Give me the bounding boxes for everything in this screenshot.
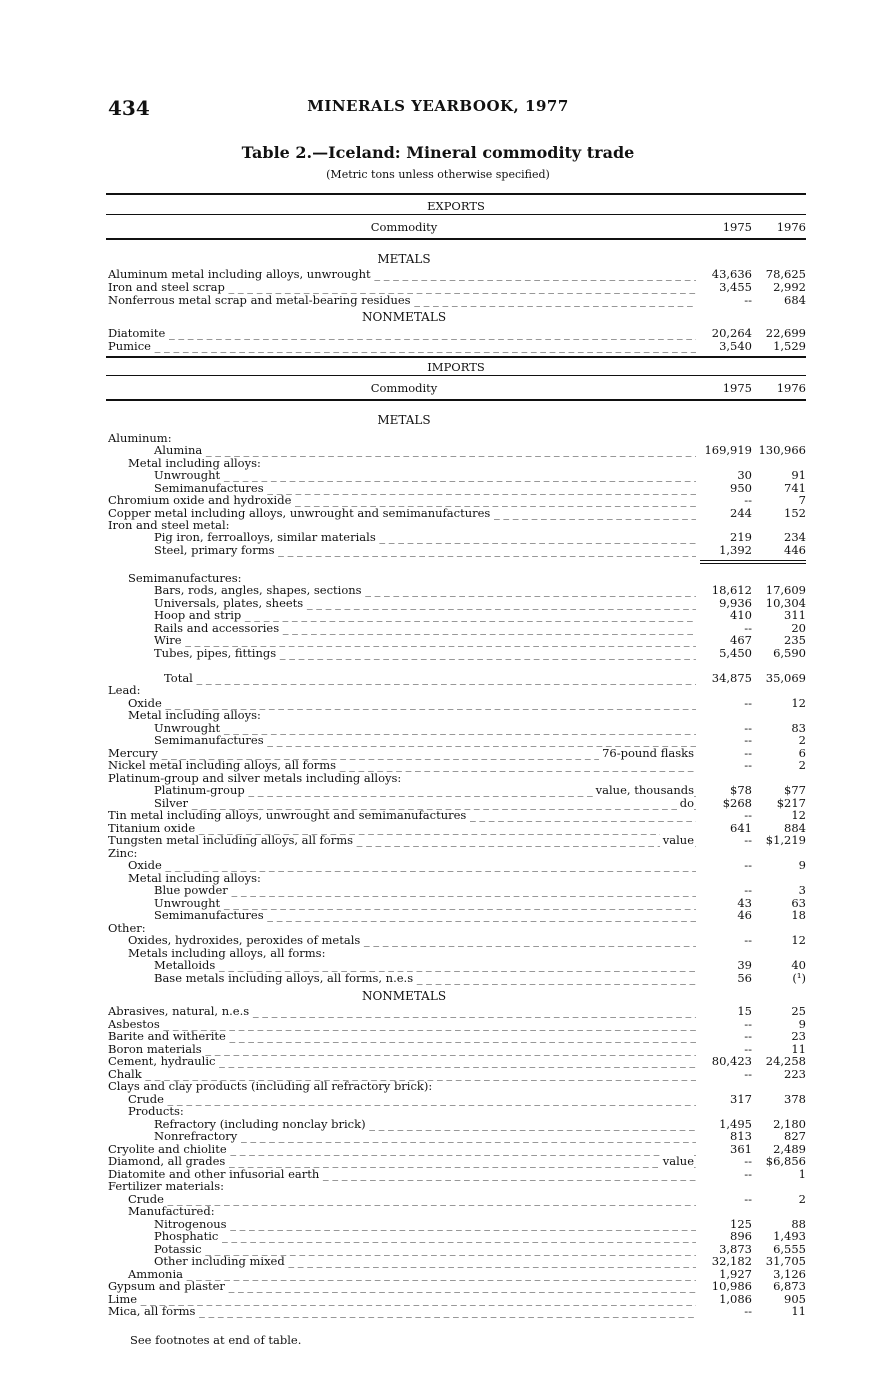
commodity-label: Boron materials _ _ _ (108, 1043, 696, 1056)
value-1975: 1,392 (719, 543, 752, 557)
value-1976: 78,625 (765, 267, 806, 281)
commodity-label: Abrasives, natural, n.e.s _ _ _ (108, 1005, 696, 1018)
total-rule (700, 563, 806, 564)
exports-column-header (106, 220, 806, 234)
value-1976: 2 (798, 733, 806, 747)
value-1976: 91 (791, 468, 806, 482)
value-1975: -- (744, 696, 752, 710)
exports-nonmetals-heading: NONMETALS (361, 310, 447, 324)
value-1976: $1,219 (765, 833, 806, 847)
commodity-label: Potassic _ _ _ (108, 1243, 696, 1256)
value-1976: 31,705 (765, 1254, 806, 1268)
value-1976: 378 (784, 1092, 806, 1106)
commodity-label: Aluminum: (108, 432, 172, 445)
table-row (108, 959, 806, 972)
value-1976: 12 (791, 696, 806, 710)
value-1975: 46 (737, 908, 752, 922)
value-1975: -- (744, 833, 752, 847)
commodity-label: Rails and accessories _ _ _ (108, 622, 696, 635)
commodity-label: Barite and witherite _ _ _ (108, 1030, 696, 1043)
table-row (108, 784, 806, 797)
col-1975: 1975 (722, 381, 752, 395)
value-1975: -- (744, 721, 752, 735)
value-1976: 10,304 (765, 596, 806, 610)
value-1976: 2,992 (773, 280, 806, 294)
commodity-label: Hoop and strip _ _ _ (108, 609, 696, 622)
table-title: Table 2.—Iceland: Mineral commodity trade (241, 143, 635, 162)
table-row (108, 1155, 806, 1168)
table-row (108, 1030, 806, 1043)
table-row (108, 494, 806, 507)
commodity-label: Lead: (108, 684, 141, 697)
commodity-label: Unwrought _ _ _ (108, 897, 696, 910)
commodity-label: Nonferrous metal scrap and metal-bearing residues _ _ _ (108, 294, 696, 307)
imports-column-header (106, 381, 806, 395)
table-row (108, 684, 806, 697)
value-1975: 169,919 (704, 443, 752, 457)
commodity-label: Manufactured: (128, 1205, 215, 1218)
value-1975: -- (744, 933, 752, 947)
col-1976: 1976 (776, 381, 806, 395)
table-row (108, 1005, 806, 1018)
value-1976: 1,529 (773, 339, 806, 353)
value-1975: 80,423 (711, 1054, 752, 1068)
table-row (108, 469, 806, 482)
commodity-label: Blue powder _ _ _ (108, 884, 696, 897)
commodity-label: Diamond, all grades _ _ _ (108, 1155, 696, 1168)
exports-heading: EXPORTS (427, 199, 485, 213)
value-1975: -- (744, 1192, 752, 1206)
unit-label: 76-pound flasks (599, 747, 694, 760)
running-title: MINERALS YEARBOOK, 1977 (307, 97, 569, 115)
table-row (108, 1205, 806, 1218)
value-1975: 467 (730, 633, 752, 647)
value-1975: -- (744, 1067, 752, 1081)
commodity-label: Semimanufactures _ _ _ (108, 734, 696, 747)
value-1975: -- (744, 1029, 752, 1043)
value-1975: 3,873 (719, 1242, 752, 1256)
commodity-label: Crude _ _ _ (108, 1093, 696, 1106)
value-1975: 125 (730, 1217, 752, 1231)
value-1975: 5,450 (719, 646, 752, 660)
commodity-label: Bars, rods, angles, shapes, sections _ _ _ (108, 584, 696, 597)
table-row (108, 1180, 806, 1193)
value-1975: 641 (730, 821, 752, 835)
col-commodity: Commodity (370, 220, 438, 234)
value-1975: -- (744, 858, 752, 872)
total-rule (700, 560, 806, 561)
table-row (108, 340, 806, 353)
commodity-label: Tubes, pipes, fittings _ _ _ (108, 647, 696, 660)
table-row (108, 1055, 806, 1068)
imports-metals-heading: METALS (377, 413, 431, 427)
commodity-label: Products: (128, 1105, 184, 1118)
value-1976: 35,069 (765, 671, 806, 685)
value-1976: 40 (791, 958, 806, 972)
value-1975: 244 (730, 506, 752, 520)
value-1975: 219 (730, 530, 752, 544)
col-1976: 1976 (776, 220, 806, 234)
value-1976: 83 (791, 721, 806, 735)
table-row (108, 734, 806, 747)
value-1975: 32,182 (711, 1254, 752, 1268)
value-1975: 56 (737, 971, 752, 985)
value-1975: 15 (737, 1004, 752, 1018)
value-1976: 223 (784, 1067, 806, 1081)
commodity-label: Diatomite _ _ _ (108, 327, 696, 340)
value-1976: 6,590 (773, 646, 806, 660)
col-1975: 1975 (722, 220, 752, 234)
value-1975: 896 (730, 1229, 752, 1243)
commodity-label: Other: (108, 922, 146, 935)
unit-label: do (677, 797, 694, 810)
value-1976: 6,555 (773, 1242, 806, 1256)
value-1975: -- (744, 293, 752, 307)
value-1976: 2 (798, 1192, 806, 1206)
value-1976: 6,873 (773, 1279, 806, 1293)
table-row (108, 934, 806, 947)
table-row (108, 294, 806, 307)
table-row (108, 1130, 806, 1143)
commodity-label: Lime _ _ _ (108, 1293, 696, 1306)
commodity-label: Fertilizer materials: (108, 1180, 224, 1193)
imports-heading: IMPORTS (427, 360, 485, 374)
commodity-label: Chalk _ _ _ (108, 1068, 696, 1081)
value-1976: 905 (784, 1292, 806, 1306)
value-1976: $6,856 (765, 1154, 806, 1168)
value-1976: 2,180 (773, 1117, 806, 1131)
table-row (108, 859, 806, 872)
value-1976: 11 (791, 1304, 806, 1318)
value-1975: -- (744, 621, 752, 635)
value-1975: 9,936 (719, 596, 752, 610)
rule (106, 375, 806, 376)
value-1975: 43 (737, 896, 752, 910)
commodity-label: Unwrought _ _ _ (108, 722, 696, 735)
commodity-label: Total _ _ _ (108, 672, 696, 685)
value-1976: 7 (798, 493, 806, 507)
value-1976: 11 (791, 1042, 806, 1056)
value-1975: -- (744, 746, 752, 760)
value-1976: $77 (784, 783, 806, 797)
value-1976: 9 (798, 1017, 806, 1031)
value-1975: 813 (730, 1129, 752, 1143)
value-1975: 39 (737, 958, 752, 972)
commodity-label: Crude _ _ _ (108, 1193, 696, 1206)
commodity-label: Tungsten metal including alloys, all forms _ _ _ (108, 834, 696, 847)
rule (106, 399, 806, 401)
value-1976: 24,258 (765, 1054, 806, 1068)
table-row (108, 809, 806, 822)
rule (106, 238, 806, 240)
value-1976: 2 (798, 758, 806, 772)
value-1976: 1,493 (773, 1229, 806, 1243)
value-1975: 30 (737, 468, 752, 482)
value-1976: 63 (791, 896, 806, 910)
commodity-label: Zinc: (108, 847, 138, 860)
value-1976: 23 (791, 1029, 806, 1043)
commodity-label: Metal including alloys: (128, 872, 261, 885)
commodity-label: Base metals including alloys, all forms, n.e.s _ _ _ (108, 972, 696, 985)
value-1975: $78 (730, 783, 752, 797)
table-row (108, 634, 806, 647)
table-subtitle: (Metric tons unless otherwise specified) (326, 168, 550, 181)
value-1976: 88 (791, 1217, 806, 1231)
commodity-label: Ammonia _ _ _ (108, 1268, 696, 1281)
commodity-label: Gypsum and plaster _ _ _ (108, 1280, 696, 1293)
value-1975: -- (744, 733, 752, 747)
table-row (108, 972, 806, 985)
commodity-label: Tin metal including alloys, unwrought and semimanufactures _ _ _ (108, 809, 696, 822)
rule (106, 193, 806, 195)
value-1975: 317 (730, 1092, 752, 1106)
value-1975: 18,612 (711, 583, 752, 597)
value-1976: 152 (784, 506, 806, 520)
value-1976: (¹) (792, 971, 806, 985)
value-1976: 12 (791, 933, 806, 947)
value-1976: 741 (784, 481, 806, 495)
exports-heading-row (106, 199, 806, 213)
value-1975: 361 (730, 1142, 752, 1156)
value-1975: 1,495 (719, 1117, 752, 1131)
table-row (108, 834, 806, 847)
value-1975: -- (744, 758, 752, 772)
table-row (108, 1230, 806, 1243)
value-1976: 2,489 (773, 1142, 806, 1156)
value-1975: 3,455 (719, 280, 752, 294)
value-1976: 311 (784, 608, 806, 622)
value-1975: -- (744, 1304, 752, 1318)
table-row (108, 759, 806, 772)
value-1976: 130,966 (758, 443, 806, 457)
commodity-label: Semimanufactures _ _ _ (108, 909, 696, 922)
exports-metals-heading: METALS (377, 252, 431, 266)
value-1975: -- (744, 1042, 752, 1056)
table-row (108, 281, 806, 294)
commodity-label: Asbestos _ _ _ (108, 1018, 696, 1031)
table-row (108, 884, 806, 897)
value-1975: -- (744, 493, 752, 507)
commodity-label: Pig iron, ferroalloys, similar materials _ _ _ (108, 531, 696, 544)
value-1975: -- (744, 1154, 752, 1168)
commodity-label: Silver _ _ _ (108, 797, 696, 810)
value-1976: 684 (784, 293, 806, 307)
value-1975: 3,540 (719, 339, 752, 353)
value-1975: -- (744, 1017, 752, 1031)
table-row (108, 609, 806, 622)
table-row (108, 584, 806, 597)
commodity-label: Cement, hydraulic _ _ _ (108, 1055, 696, 1068)
value-1975: -- (744, 808, 752, 822)
table-row (108, 1305, 806, 1318)
commodity-label: Titanium oxide _ _ _ (108, 822, 696, 835)
commodity-label: Semimanufactures _ _ _ (108, 482, 696, 495)
table-row (108, 909, 806, 922)
commodity-label: Nitrogenous _ _ _ (108, 1218, 696, 1231)
commodity-label: Pumice _ _ _ (108, 340, 696, 353)
table-row (108, 327, 806, 340)
table-row (108, 531, 806, 544)
table-row (108, 444, 806, 457)
rule (106, 214, 806, 215)
value-1975: $268 (722, 796, 752, 810)
table-row (108, 1105, 806, 1118)
value-1975: 1,927 (719, 1267, 752, 1281)
commodity-label: Semimanufactures: (128, 572, 242, 585)
table-row (108, 1280, 806, 1293)
imports-nonmetals-heading: NONMETALS (361, 989, 447, 1003)
footnote-reference: See footnotes at end of table. (130, 1333, 302, 1347)
value-1976: 235 (784, 633, 806, 647)
value-1975: 1,086 (719, 1292, 752, 1306)
commodity-label: Unwrought _ _ _ (108, 469, 696, 482)
unit-label: value (660, 1155, 694, 1168)
table-row (108, 268, 806, 281)
value-1976: 17,609 (765, 583, 806, 597)
col-commodity: Commodity (370, 381, 438, 395)
commodity-label: Metal including alloys: (128, 709, 261, 722)
commodity-label: Other including mixed _ _ _ (108, 1255, 696, 1268)
table-row (108, 1255, 806, 1268)
value-1975: 10,986 (711, 1279, 752, 1293)
commodity-label: Metalloids _ _ _ (108, 959, 696, 972)
commodity-label: Cryolite and chiolite _ _ _ (108, 1143, 696, 1156)
commodity-label: Oxide _ _ _ (108, 859, 696, 872)
commodity-label: Platinum-group _ _ _ (108, 784, 696, 797)
unit-label: value, thousands (593, 784, 694, 797)
commodity-label: Platinum-group and silver metals including alloys: (108, 772, 402, 785)
value-1975: 20,264 (711, 326, 752, 340)
commodity-label: Steel, primary forms _ _ _ (108, 544, 696, 557)
commodity-label: Alumina _ _ _ (108, 444, 696, 457)
rule (106, 356, 806, 358)
commodity-label: Clays and clay products (including all refractory brick): (108, 1080, 433, 1093)
commodity-label: Universals, plates, sheets _ _ _ (108, 597, 696, 610)
table-row (108, 647, 806, 660)
commodity-label: Oxides, hydroxides, peroxides of metals _ _ _ (108, 934, 696, 947)
table-row (108, 1080, 806, 1093)
value-1975: 950 (730, 481, 752, 495)
unit-label: value (660, 834, 694, 847)
value-1976: 884 (784, 821, 806, 835)
value-1976: 827 (784, 1129, 806, 1143)
table-row (108, 709, 806, 722)
commodity-label: Oxide _ _ _ (108, 697, 696, 710)
value-1976: 9 (798, 858, 806, 872)
commodity-label: Metals including alloys, all forms: (128, 947, 326, 960)
value-1976: $217 (776, 796, 806, 810)
commodity-label: Refractory (including nonclay brick) _ _ _ (108, 1118, 696, 1131)
value-1976: 25 (791, 1004, 806, 1018)
value-1976: 20 (791, 621, 806, 635)
commodity-label: Nonrefractory _ _ _ (108, 1130, 696, 1143)
value-1976: 234 (784, 530, 806, 544)
value-1976: 18 (791, 908, 806, 922)
value-1975: -- (744, 883, 752, 897)
commodity-label: Phosphatic _ _ _ (108, 1230, 696, 1243)
value-1975: 43,636 (711, 267, 752, 281)
commodity-label: Chromium oxide and hydroxide _ _ _ (108, 494, 696, 507)
commodity-label: Iron and steel metal: (108, 519, 230, 532)
value-1976: 1 (798, 1167, 806, 1181)
value-1976: 12 (791, 808, 806, 822)
commodity-label: Diatomite and other infusorial earth _ _ _ (108, 1168, 696, 1181)
page-number: 434 (108, 96, 150, 120)
commodity-label: Metal including alloys: (128, 457, 261, 470)
value-1976: 22,699 (765, 326, 806, 340)
commodity-label: Aluminum metal including alloys, unwrought _ _ _ (108, 268, 696, 281)
value-1976: 3 (798, 883, 806, 897)
commodity-label: Mercury _ _ _ (108, 747, 696, 760)
commodity-label: Wire _ _ _ (108, 634, 696, 647)
commodity-label: Nickel metal including alloys, all forms _ _ _ (108, 759, 696, 772)
imports-heading-row (106, 360, 806, 374)
value-1976: 3,126 (773, 1267, 806, 1281)
value-1975: -- (744, 1167, 752, 1181)
commodity-label: Mica, all forms _ _ _ (108, 1305, 696, 1318)
table-row (108, 544, 806, 557)
value-1975: 34,875 (711, 671, 752, 685)
value-1975: 410 (730, 608, 752, 622)
value-1976: 446 (784, 543, 806, 557)
commodity-label: Iron and steel scrap _ _ _ (108, 281, 696, 294)
value-1976: 6 (798, 746, 806, 760)
commodity-label: Copper metal including alloys, unwrought and semimanufactures _ _ _ (108, 507, 696, 520)
